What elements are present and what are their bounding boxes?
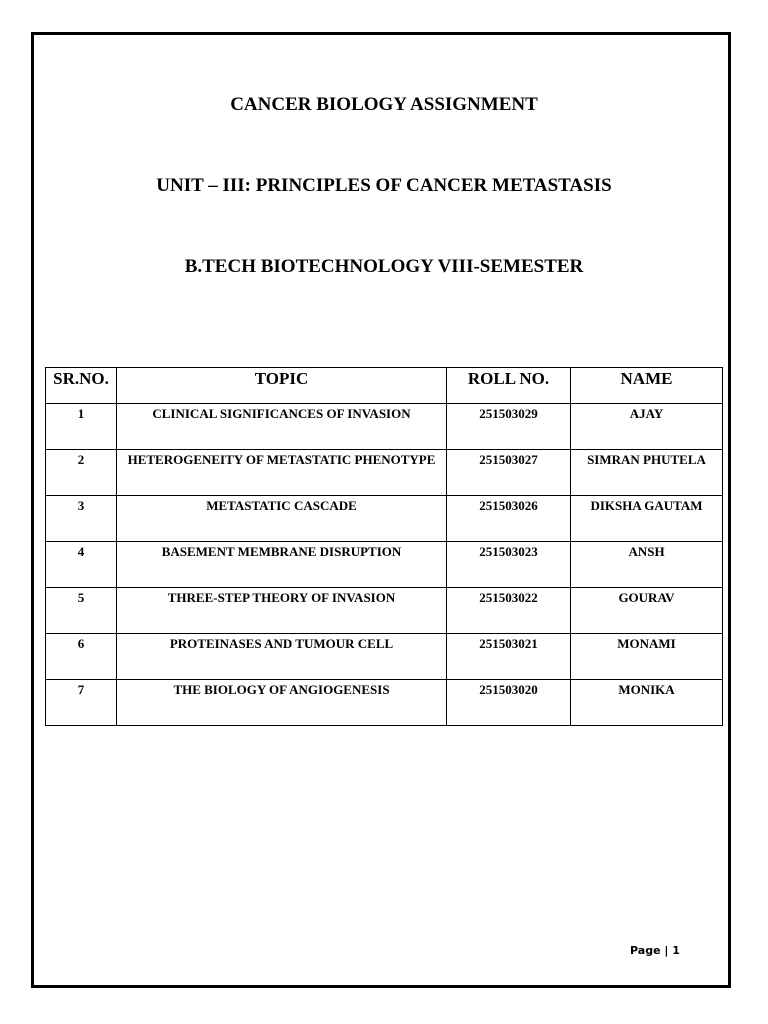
cell-topic: CLINICAL SIGNIFICANCES OF INVASION <box>117 404 447 450</box>
cell-roll-no: 251503020 <box>447 680 571 726</box>
table-header-row <box>46 368 723 404</box>
cell-name: SIMRAN PHUTELA <box>571 450 723 496</box>
cell-sr-no: 5 <box>46 588 117 634</box>
cell-roll-no: 251503027 <box>447 450 571 496</box>
assignment-table <box>45 367 723 726</box>
cell-name: MONIKA <box>571 680 723 726</box>
cell-sr-no: 3 <box>46 496 117 542</box>
cell-topic: PROTEINASES AND TUMOUR CELL <box>117 634 447 680</box>
course-title: B.TECH BIOTECHNOLOGY VIII-SEMESTER <box>184 256 584 277</box>
cell-sr-no: 4 <box>46 542 117 588</box>
document-title: CANCER BIOLOGY ASSIGNMENT <box>230 94 538 115</box>
page-number: Page | 1 <box>630 944 680 957</box>
table-row <box>46 542 723 588</box>
cell-roll-no: 251503023 <box>447 542 571 588</box>
header-sr-no: SR.NO. <box>46 368 117 404</box>
cell-roll-no: 251503026 <box>447 496 571 542</box>
cell-topic: HETEROGENEITY OF METASTATIC PHENOTYPE <box>117 450 447 496</box>
cell-name: ANSH <box>571 542 723 588</box>
cell-topic: THE BIOLOGY OF ANGIOGENESIS <box>117 680 447 726</box>
header-name: NAME <box>571 368 723 404</box>
cell-topic: METASTATIC CASCADE <box>117 496 447 542</box>
unit-title: UNIT – III: PRINCIPLES OF CANCER METASTASIS <box>156 175 612 196</box>
cell-sr-no: 1 <box>46 404 117 450</box>
cell-name: DIKSHA GAUTAM <box>571 496 723 542</box>
cell-topic: BASEMENT MEMBRANE DISRUPTION <box>117 542 447 588</box>
header-topic: TOPIC <box>117 368 447 404</box>
cell-topic: THREE-STEP THEORY OF INVASION <box>117 588 447 634</box>
cell-name: GOURAV <box>571 588 723 634</box>
table-row <box>46 588 723 634</box>
table-row <box>46 450 723 496</box>
table-row <box>46 634 723 680</box>
cell-roll-no: 251503022 <box>447 588 571 634</box>
cell-roll-no: 251503029 <box>447 404 571 450</box>
cell-sr-no: 7 <box>46 680 117 726</box>
cell-roll-no: 251503021 <box>447 634 571 680</box>
table-row <box>46 680 723 726</box>
cell-sr-no: 6 <box>46 634 117 680</box>
table-row <box>46 496 723 542</box>
cell-name: AJAY <box>571 404 723 450</box>
header-roll-no: ROLL NO. <box>447 368 571 404</box>
cell-name: MONAMI <box>571 634 723 680</box>
table-row <box>46 404 723 450</box>
cell-sr-no: 2 <box>46 450 117 496</box>
